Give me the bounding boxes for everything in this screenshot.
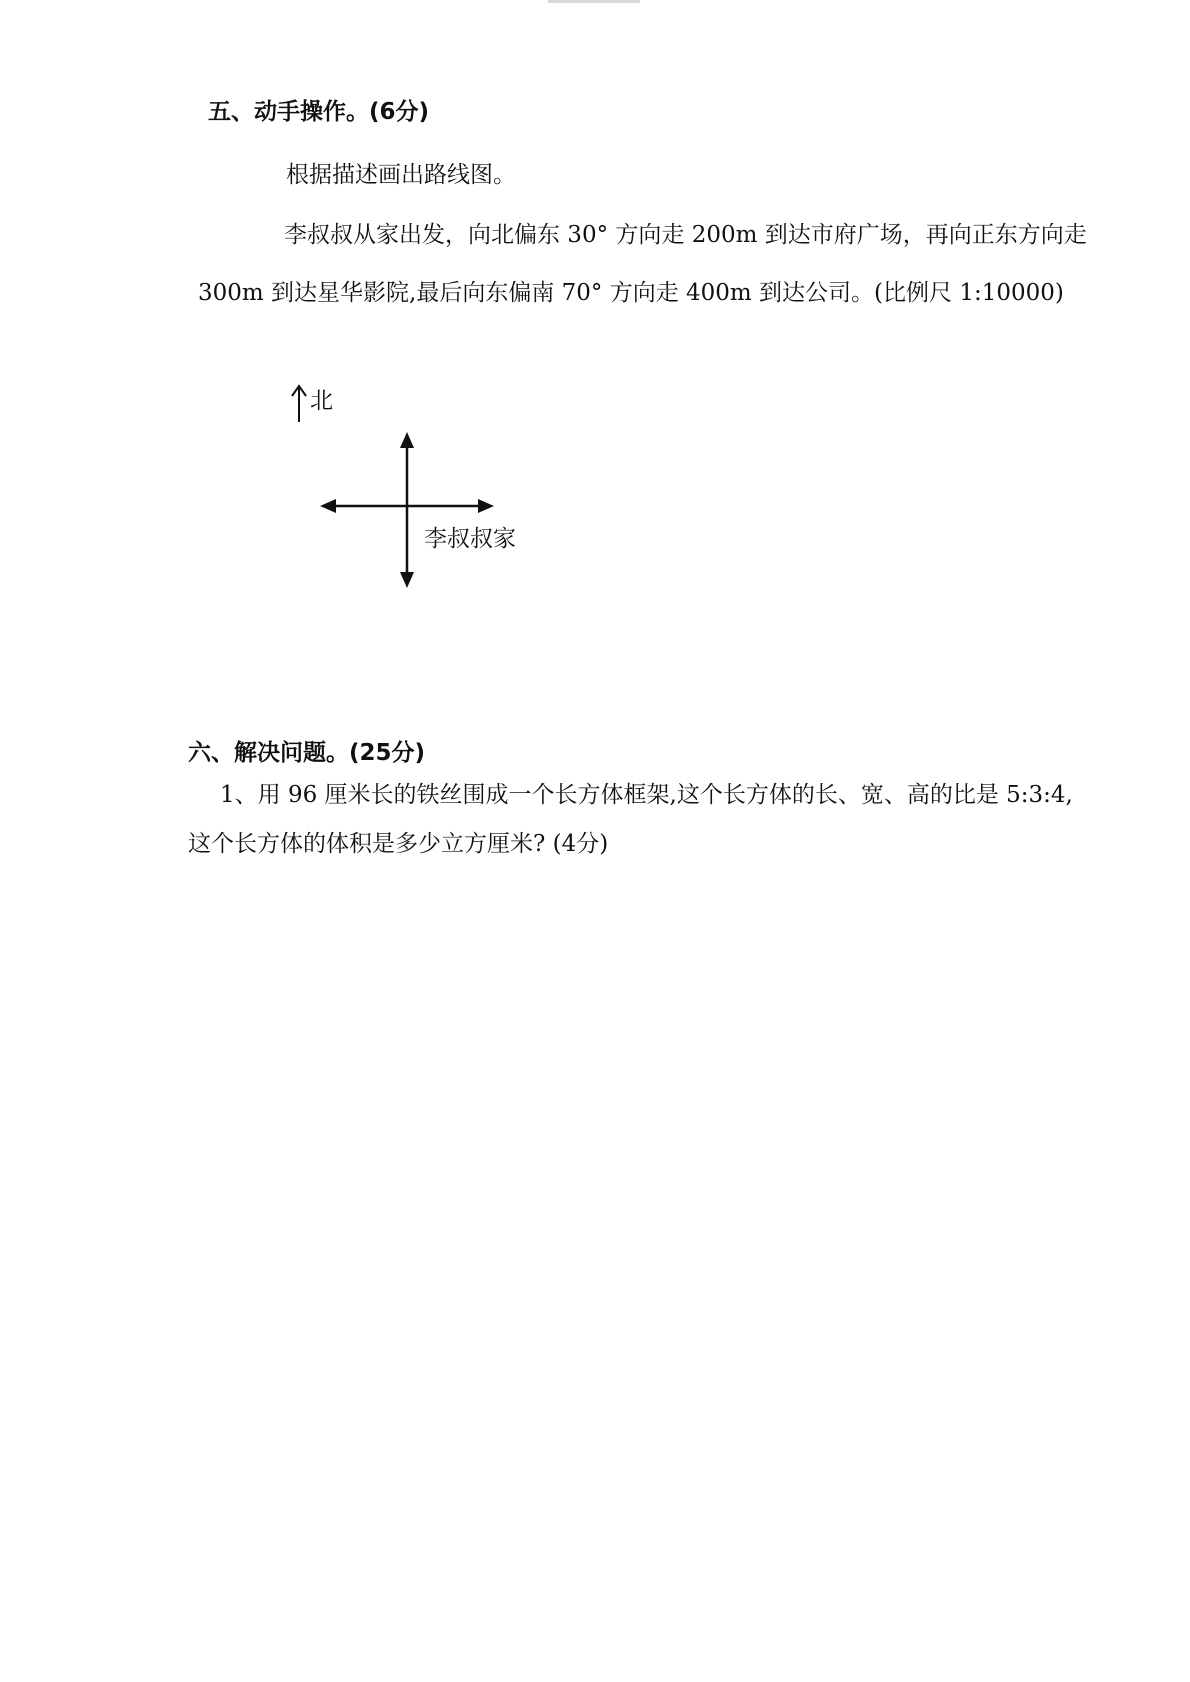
north-label: 北	[310, 388, 333, 414]
scan-artifact	[548, 0, 640, 3]
arrow-up-icon	[288, 382, 310, 424]
home-label: 李叔叔家	[424, 526, 516, 552]
compass-cross-diagram	[320, 430, 500, 590]
section5-description-line1: 李叔叔从家出发，向北偏东 30° 方向走 200m 到达市府广场，再向正东方向走	[284, 222, 1087, 248]
section6-title: 六、解决问题。(25分)	[188, 740, 426, 766]
section5-description-line2: 300m 到达星华影院,最后向东偏南 70° 方向走 400m 到达公司。(比例尺 1:10000)	[198, 280, 1064, 306]
arrowhead-east	[478, 499, 494, 513]
arrowhead-south	[400, 572, 414, 588]
question1-line2: 这个长方体的体积是多少立方厘米? (4分)	[188, 831, 609, 857]
question1-line1: 1、用 96 厘米长的铁丝围成一个长方体框架,这个长方体的长、宽、高的比是 5:3:4,	[220, 782, 1073, 808]
arrowhead-west	[320, 499, 336, 513]
section5-instruction: 根据描述画出路线图。	[286, 162, 516, 188]
north-indicator	[288, 382, 368, 424]
arrowhead-north	[400, 432, 414, 448]
section5-title: 五、动手操作。(6分)	[208, 99, 430, 125]
